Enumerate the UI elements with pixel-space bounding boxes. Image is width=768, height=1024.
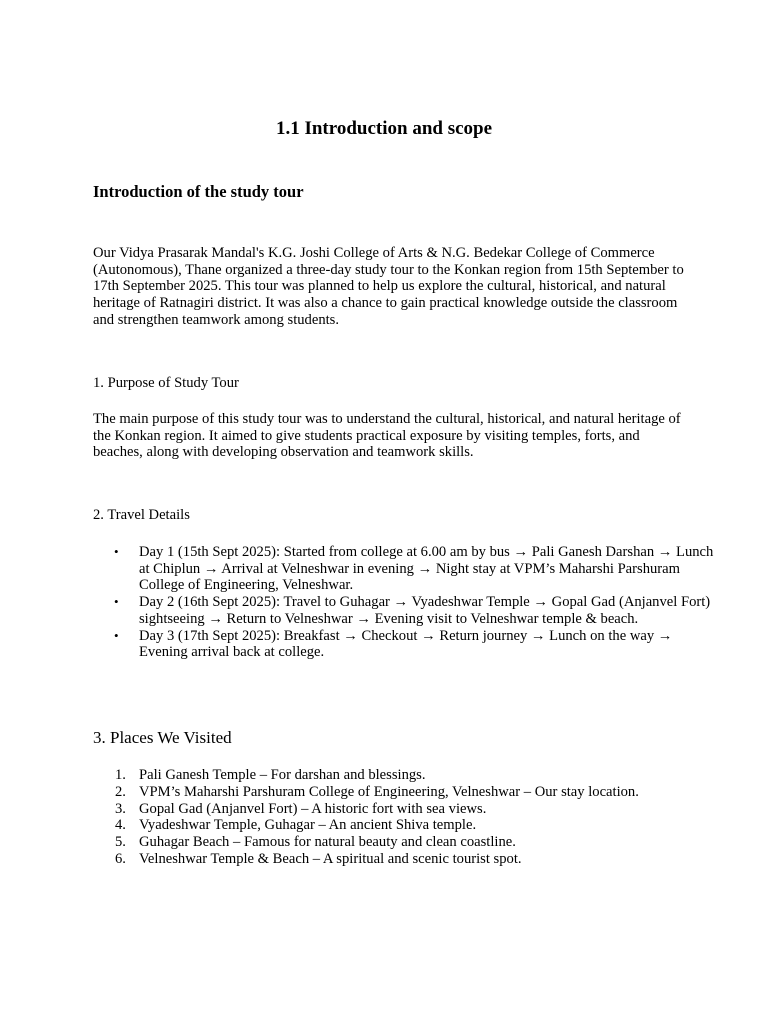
list-item — [114, 594, 719, 627]
travel-details-heading: 2. Travel Details — [93, 507, 190, 523]
bullet-icon: • — [114, 544, 119, 559]
place-item: Pali Ganesh Temple – For darshan and blessings. — [139, 767, 426, 783]
list-item — [115, 850, 739, 868]
intro-paragraph: Our Vidya Prasarak Mandal's K.G. Joshi College of Arts & N.G. Bedekar College of Commerce (Autonomous), Thane organized a three-day study tour to the Konkan region from 15th September to 17th September 2025. This tour was planned to help us explore the cultural, historical, and natural heritage of Ratnagiri district. It was also a chance to gain practical knowledge outside the classroom and strengthen teamwork among students. — [93, 245, 684, 328]
bullet-icon: • — [114, 594, 119, 610]
travel-day-2: Day 2 (16th Sept 2025): Travel to Guhagar → Vyadeshwar Temple → Gopal Gad (Anjanvel Fort) sightseeing → Return to Velneshwar → Evening visit to Velneshwar temple & beach. — [139, 594, 711, 627]
list-item — [115, 800, 739, 818]
list-number: 4. — [115, 817, 126, 834]
place-item: Gopal Gad (Anjanvel Fort) – A historic fort with sea views. — [139, 800, 487, 817]
travel-day-1: Day 1 (15th Sept 2025): Started from college at 6.00 am by bus → Pali Ganesh Darshan → Lunch at Chiplun → Arrival at Velneshwar in evening → Night stay at VPM’s Maharshi Parshuram College of Engineering, Velneshwar. — [139, 544, 714, 594]
list-item — [115, 817, 739, 834]
list-number: 3. — [115, 800, 126, 817]
bullet-icon: • — [114, 627, 119, 643]
list-item — [115, 834, 739, 851]
travel-details-list — [93, 544, 719, 661]
places-visited-heading: 3. Places We Visited — [93, 728, 232, 747]
list-number: 1. — [115, 767, 126, 783]
place-item: Velneshwar Temple & Beach – A spiritual and scenic tourist spot. — [139, 850, 522, 867]
purpose-heading: 1. Purpose of Study Tour — [93, 375, 239, 391]
list-number: 2. — [115, 783, 126, 800]
list-number: 5. — [115, 834, 126, 851]
list-item — [115, 783, 739, 801]
place-item: Vyadeshwar Temple, Guhagar – An ancient Shiva temple. — [139, 817, 477, 834]
travel-day-3: Day 3 (17th Sept 2025): Breakfast → Checkout → Return journey → Lunch on the way → Evening arrival back at college. — [139, 627, 673, 661]
list-item — [114, 544, 719, 594]
purpose-paragraph: The main purpose of this study tour was to understand the cultural, historical, and natural heritage of the Konkan region. It aimed to give students practical exposure by visiting temples, forts, and beaches, along with developing observation and teamwork skills. — [93, 411, 681, 461]
places-visited-list — [93, 767, 739, 868]
page-title: 1.1 Introduction and scope — [275, 118, 493, 139]
list-item — [114, 627, 719, 661]
place-item: VPM’s Maharshi Parshuram College of Engineering, Velneshwar – Our stay location. — [139, 783, 639, 800]
place-item: Guhagar Beach – Famous for natural beauty and clean coastline. — [139, 834, 516, 851]
list-item — [115, 767, 739, 784]
section-subheading: Introduction of the study tour — [93, 182, 304, 201]
list-number: 6. — [115, 850, 126, 867]
